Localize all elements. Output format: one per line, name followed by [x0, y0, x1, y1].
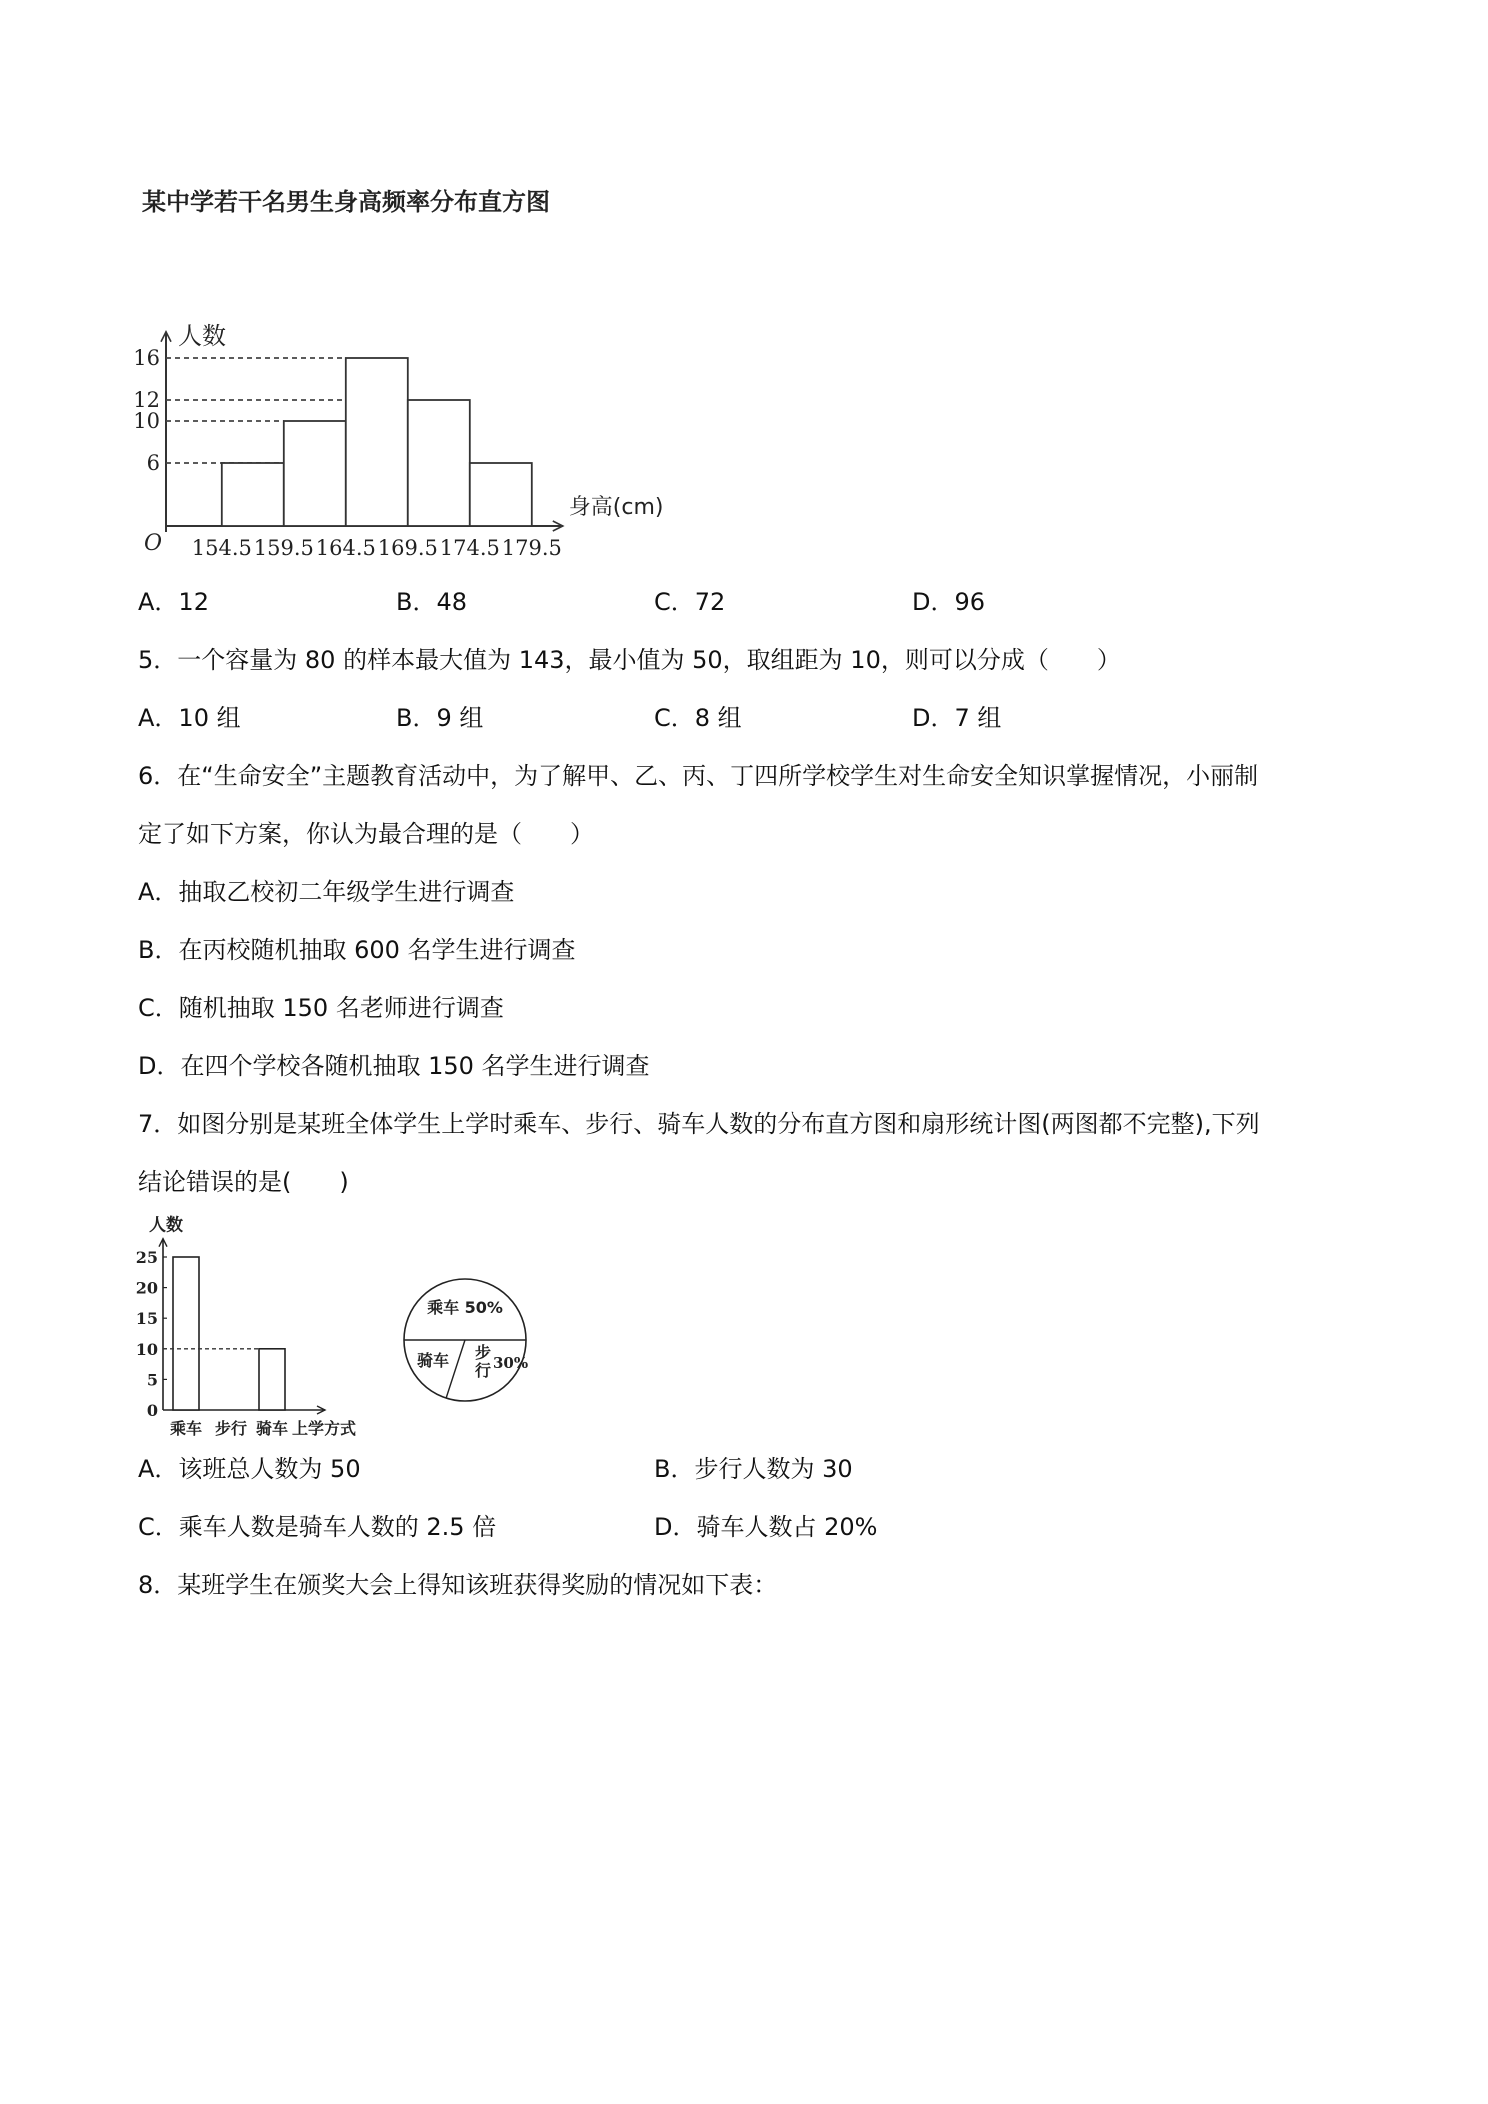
option-text: 骑车人数占 20%	[696, 1513, 878, 1541]
x-tick-label: 154.5	[191, 536, 252, 560]
q6-stem-line-2: 定了如下方案，你认为最合理的是（ ）	[138, 820, 594, 848]
y-tick-label: 20	[135, 1278, 158, 1298]
q4-option-c[interactable]	[654, 587, 725, 617]
option-letter: D．	[138, 1052, 181, 1080]
option-text: 96	[954, 588, 986, 616]
height-histogram	[130, 180, 690, 570]
option-letter: D．	[654, 1513, 697, 1541]
option-text: 在丙校随机抽取 600 名学生进行调查	[178, 936, 576, 964]
option-text: 12	[178, 588, 209, 616]
q7-stem-line-1: 7．如图分别是某班全体学生上学时乘车、步行、骑车人数的分布直方图和扇形统计图(两图都不完整),下列	[138, 1110, 1260, 1138]
y-tick-label: 0	[146, 1401, 158, 1420]
q6-option-c[interactable]	[138, 993, 504, 1023]
q5-stem: 5．一个容量为 80 的样本最大值为 143，最小值为 50，取组距为 10，则可以分成（ ）	[138, 646, 1121, 674]
option-text: 9 组	[436, 704, 484, 732]
option-letter: C．	[654, 704, 695, 732]
q7-option-d[interactable]	[654, 1512, 877, 1542]
q6-option-a[interactable]	[138, 877, 514, 907]
option-text: 该班总人数为 50	[178, 1455, 361, 1483]
option-text: 随机抽取 150 名老师进行调查	[178, 994, 504, 1022]
option-text: 48	[436, 588, 468, 616]
q6-stem-line-1: 6．在“生命安全”主题教育活动中，为了解甲、乙、丙、丁四所学校学生对生命安全知识掌握情况，小丽制	[138, 762, 1259, 790]
option-letter: C．	[654, 588, 695, 616]
x-tick-label: 骑车	[255, 1419, 289, 1438]
option-letter: C．	[138, 1513, 179, 1541]
option-letter: B．	[654, 1455, 695, 1483]
option-text: 步行人数为 30	[694, 1455, 853, 1483]
y-axis-title: 人数	[178, 321, 226, 350]
x-tick-label: 步行	[214, 1419, 248, 1438]
y-tick-label: 16	[133, 346, 160, 370]
option-letter: B．	[396, 588, 437, 616]
q7-option-c[interactable]	[138, 1512, 496, 1542]
q5-option-b[interactable]	[396, 703, 483, 733]
x-tick-label: 159.5	[253, 536, 314, 560]
y-axis-title: 人数	[149, 1215, 183, 1236]
histogram-bar	[222, 463, 284, 526]
y-tick-label: 10	[133, 409, 160, 433]
option-text: 10 组	[178, 704, 241, 732]
y-tick-label: 6	[146, 451, 160, 475]
pie-label-bike: 骑车	[416, 1351, 450, 1370]
option-text: 抽取乙校初二年级学生进行调查	[178, 878, 515, 906]
q6-option-d[interactable]	[138, 1051, 650, 1081]
q5-option-a[interactable]	[138, 703, 241, 733]
pie-label-walk-pct: 30%	[493, 1354, 529, 1372]
option-letter: C．	[138, 994, 179, 1022]
q7-option-a[interactable]	[138, 1454, 361, 1484]
option-letter: B．	[138, 936, 179, 964]
q7-option-b[interactable]	[654, 1454, 853, 1484]
option-text: 72	[694, 588, 726, 616]
pie-label-walk-2: 行	[475, 1361, 492, 1380]
option-letter: A．	[138, 704, 179, 732]
commute-bar	[259, 1349, 285, 1410]
q4-option-d[interactable]	[912, 587, 985, 617]
y-tick-label: 10	[135, 1339, 158, 1359]
option-text: 在四个学校各随机抽取 150 名学生进行调查	[180, 1052, 650, 1080]
x-axis-title: 上学方式	[292, 1419, 357, 1438]
x-tick-label: 169.5	[377, 536, 438, 560]
commute-pie-chart	[395, 1270, 535, 1410]
option-letter: D．	[912, 704, 955, 732]
option-text: 8 组	[694, 704, 742, 732]
histogram-bar	[470, 463, 532, 526]
x-tick-label: 179.5	[501, 536, 562, 560]
option-letter: A．	[138, 588, 179, 616]
x-axis-title: 身高(cm)	[568, 495, 664, 520]
histogram-bar	[346, 358, 408, 526]
y-tick-label: 15	[135, 1309, 158, 1329]
x-tick-label: 174.5	[439, 536, 500, 560]
option-text: 乘车人数是骑车人数的 2.5 倍	[178, 1513, 497, 1541]
q6-option-b[interactable]	[138, 935, 576, 965]
y-tick-label: 5	[146, 1370, 158, 1390]
histogram-bar	[284, 421, 346, 526]
option-letter: B．	[396, 704, 437, 732]
pie-label-ride: 乘车 50%	[427, 1298, 503, 1317]
option-text: 7 组	[954, 704, 1002, 732]
origin-label: O	[144, 531, 163, 556]
q5-option-c[interactable]	[654, 703, 742, 733]
option-letter: A．	[138, 1455, 179, 1483]
hist-title: 某中学若干名男生身高频率分布直方图	[142, 188, 550, 216]
q5-option-d[interactable]	[912, 703, 1001, 733]
q8-stem: 8．某班学生在颁奖大会上得知该班获得奖励的情况如下表：	[138, 1571, 778, 1599]
pie-label-walk-1: 步	[475, 1343, 492, 1362]
x-tick-label: 164.5	[315, 536, 376, 560]
q4-option-a[interactable]	[138, 587, 209, 617]
option-letter: A．	[138, 878, 179, 906]
y-tick-label: 25	[135, 1248, 158, 1267]
q4-option-b[interactable]	[396, 587, 467, 617]
commute-bar	[173, 1257, 199, 1410]
x-tick-label: 乘车	[169, 1419, 203, 1438]
y-tick-label: 12	[133, 388, 160, 412]
histogram-bar	[408, 400, 470, 526]
commute-bar-chart	[130, 1205, 390, 1445]
option-letter: D．	[912, 588, 955, 616]
q7-stem-line-2: 结论错误的是( )	[138, 1168, 349, 1196]
